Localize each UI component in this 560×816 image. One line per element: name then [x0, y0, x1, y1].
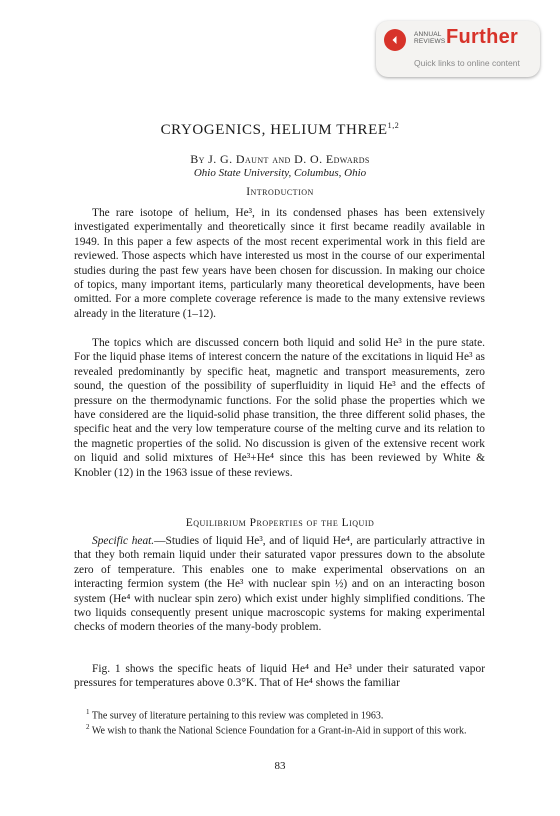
article-title: CRYOGENICS, HELIUM THREE$^{1,2}$	[160, 121, 400, 138]
page-number: 83	[274, 760, 286, 772]
author-affiliation: Ohio State University, Columbus, Ohio	[193, 167, 367, 179]
paragraph-intro-2: The topics which are discussed concern both liquid and solid He³ in the pure state. For the liquid phase items of interest concern the nature of the excitations in liquid He³ as revealed predominantly by specific heat, magnetic and transport measurements, zero sound, the question of the possibility of superfluidity in liquid He³ and the effects of pressure on the thermodynamic functions. For the solid phase the properties which we have considered are the liquid-solid phase transition, the three different solid phases, the specific heat and the very low temperature course of the melting curve and its relation to the magnetic properties of the solid. No discussion is given of the extensive recent work on liquid and solid mixtures of He³+He⁴ since this has been reviewed by White & Knobler (12) in the 1963 issue of these reviews.	[74, 337, 485, 479]
footnote-1: $^1$ The survey of literature pertaining to this review was completed in 1963.	[86, 708, 384, 722]
play-icon	[384, 29, 406, 51]
annual-reviews-further-badge[interactable]	[376, 21, 540, 77]
further-subtitle: Quick links to online content	[414, 58, 520, 68]
paragraph-fig1: Fig. 1 shows the specific heats of liquid He⁴ and He³ under their saturated vapor pressures for temperatures above 0.3°K. That of He⁴ shows the familiar	[74, 663, 485, 690]
heading-equilibrium-properties: Equilibrium Properties of the Liquid	[185, 517, 375, 529]
article-authors: By J. G. Daunt and D. O. Edwards	[190, 152, 370, 166]
run-in-heading: Specific heat.	[92, 535, 155, 547]
annual-reviews-logo: ANNUAL REVIEWS	[414, 31, 446, 45]
heading-introduction: Introduction	[246, 186, 314, 198]
footnote-2: $^2$ We wish to thank the National Science Foundation for a Grant-in-Aid in support of this work.	[86, 723, 467, 737]
paragraph-specific-heat: Specific heat.—Studies of liquid He³, and of liquid He⁴, are particularly attractive in that they both remain liquid under their saturated vapor pressures down to the absolute zero of temperature. This enables one to make experimental observations on an interacting fermion system (the He³ with nuclear spin ½) and on an interacting boson system (He⁴ with nuclear spin zero) which exist under highly simplified conditions. The two liquids consequently present unique macroscopic systems for making experimental checks of modern theories of the many-body problem.	[74, 535, 485, 634]
further-label: Further	[446, 26, 519, 48]
paragraph-intro-1: The rare isotope of helium, He³, in its condensed phases has been extensively investigated experimentally and theoretically since it first became readily available in 1949. In this paper a few aspects of the most recent experimental work in this field are reviewed. Those aspects which have interested us most in the course of our experimental studies during the past few years have been chosen for discussion. In making our choice of topics, many important items, particularly many theoretical developments, have been omitted. For a more complete coverage reference is made to the many extensive reviews already in the literature (1–12).	[74, 207, 485, 320]
